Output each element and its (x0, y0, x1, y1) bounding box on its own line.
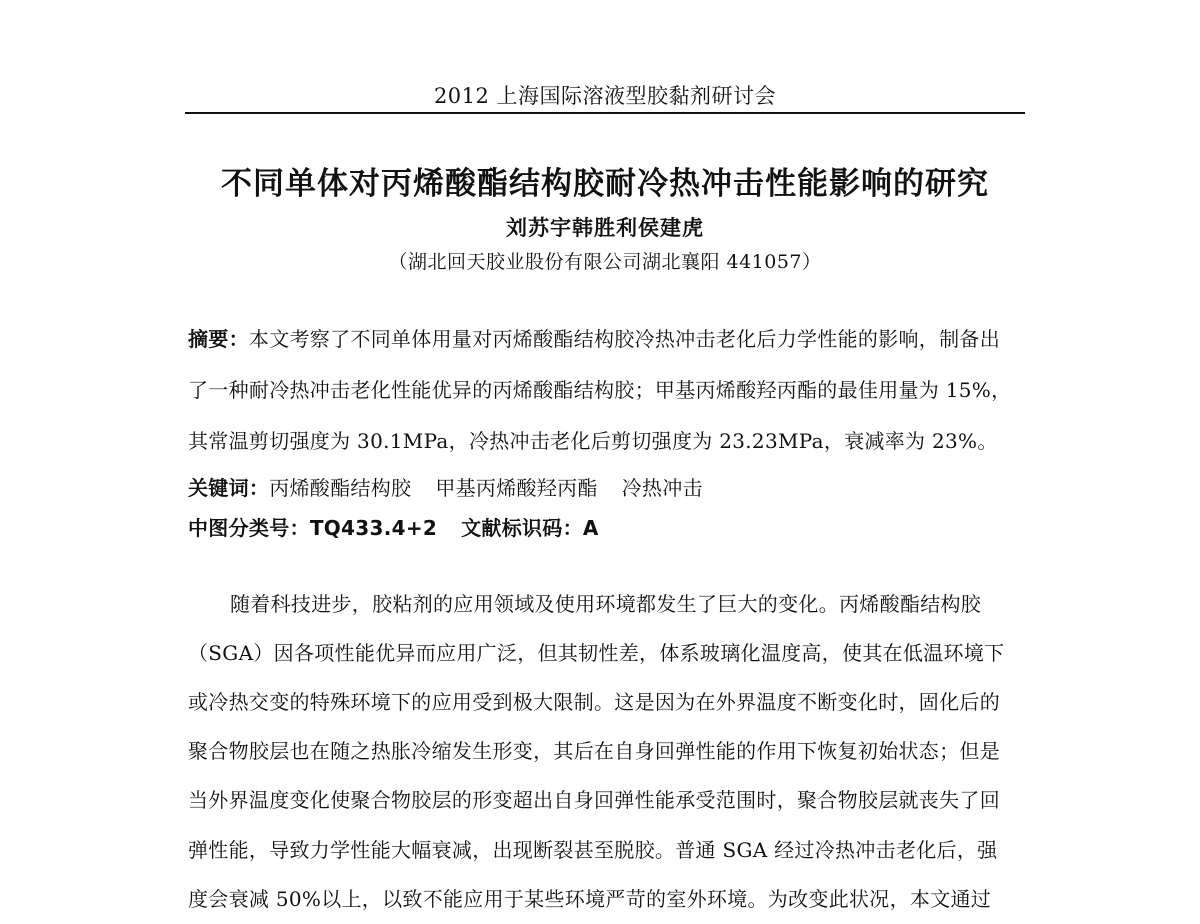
abstract-line-3: 其常温剪切强度为 30.1MPa，冷热冲击老化后剪切强度为 23.23MPa，衰减率为 23%。 (188, 429, 998, 453)
paper-affiliation: （湖北回天胶业股份有限公司湖北襄阳 441057） (388, 251, 822, 273)
body-line-2: （SGA）因各项性能优异而应用广泛，但其韧性差，体系玻璃化温度高，使其在低温环境下 (188, 641, 1005, 665)
paper-authors: 刘苏宇韩胜利侯建虎 (506, 216, 704, 240)
running-header: 2012 上海国际溶液型胶黏剂研讨会 (433, 84, 777, 108)
abstract-text-1: 本文考察了不同单体用量对丙烯酸酯结构胶冷热冲击老化后力学性能的影响，制备出 (248, 327, 1001, 351)
body-line-3: 或冷热交变的特殊环境下的应用受到极大限制。这是因为在外界温度不断变化时，固化后的 (188, 690, 1000, 714)
classification-line (188, 512, 1028, 541)
body-line-4: 聚合物胶层也在随之热胀冷缩发生形变，其后在自身回弹性能的作用下恢复初始状态；但是 (188, 739, 1000, 763)
doc-code-label: 文献标识码： (461, 516, 583, 540)
keyword-item: 冷热冲击 (621, 476, 703, 500)
body-line-5: 当外界温度变化使聚合物胶层的形变超出自身回弹性能承受范围时，聚合物胶层就丧失了回 (188, 788, 1000, 812)
doc-code-value: A (582, 516, 599, 540)
keyword-item: 甲基丙烯酸羟丙酯 (435, 476, 598, 500)
abstract-label: 摘要： (188, 327, 249, 351)
header-rule (185, 112, 1025, 114)
clc-value: TQ433.4+2 (309, 516, 438, 540)
paper-title: 不同单体对丙烯酸酯结构胶耐冷热冲击性能影响的研究 (221, 166, 989, 202)
keywords-label: 关键词： (188, 476, 270, 500)
body-line-1: 随着科技进步，胶粘剂的应用领域及使用环境都发生了巨大的变化。丙烯酸酯结构胶 (230, 592, 982, 616)
abstract-line-2: 了一种耐冷热冲击老化性能优异的丙烯酸酯结构胶；甲基丙烯酸羟丙酯的最佳用量为 15%， (188, 378, 1012, 402)
body-line-7: 度会衰减 50%以上，以致不能应用于某些环境严苛的室外环境。为改变此状况，本文通过 (188, 887, 992, 911)
keyword-item: 丙烯酸酯结构胶 (269, 476, 412, 500)
abstract-line-1 (188, 323, 1028, 352)
clc-label: 中图分类号： (188, 516, 310, 540)
body-line-6: 弹性能，导致力学性能大幅衰减，出现断裂甚至脱胶。普通 SGA 经过冷热冲击老化后，强 (188, 838, 998, 862)
keywords-line (188, 472, 1028, 501)
